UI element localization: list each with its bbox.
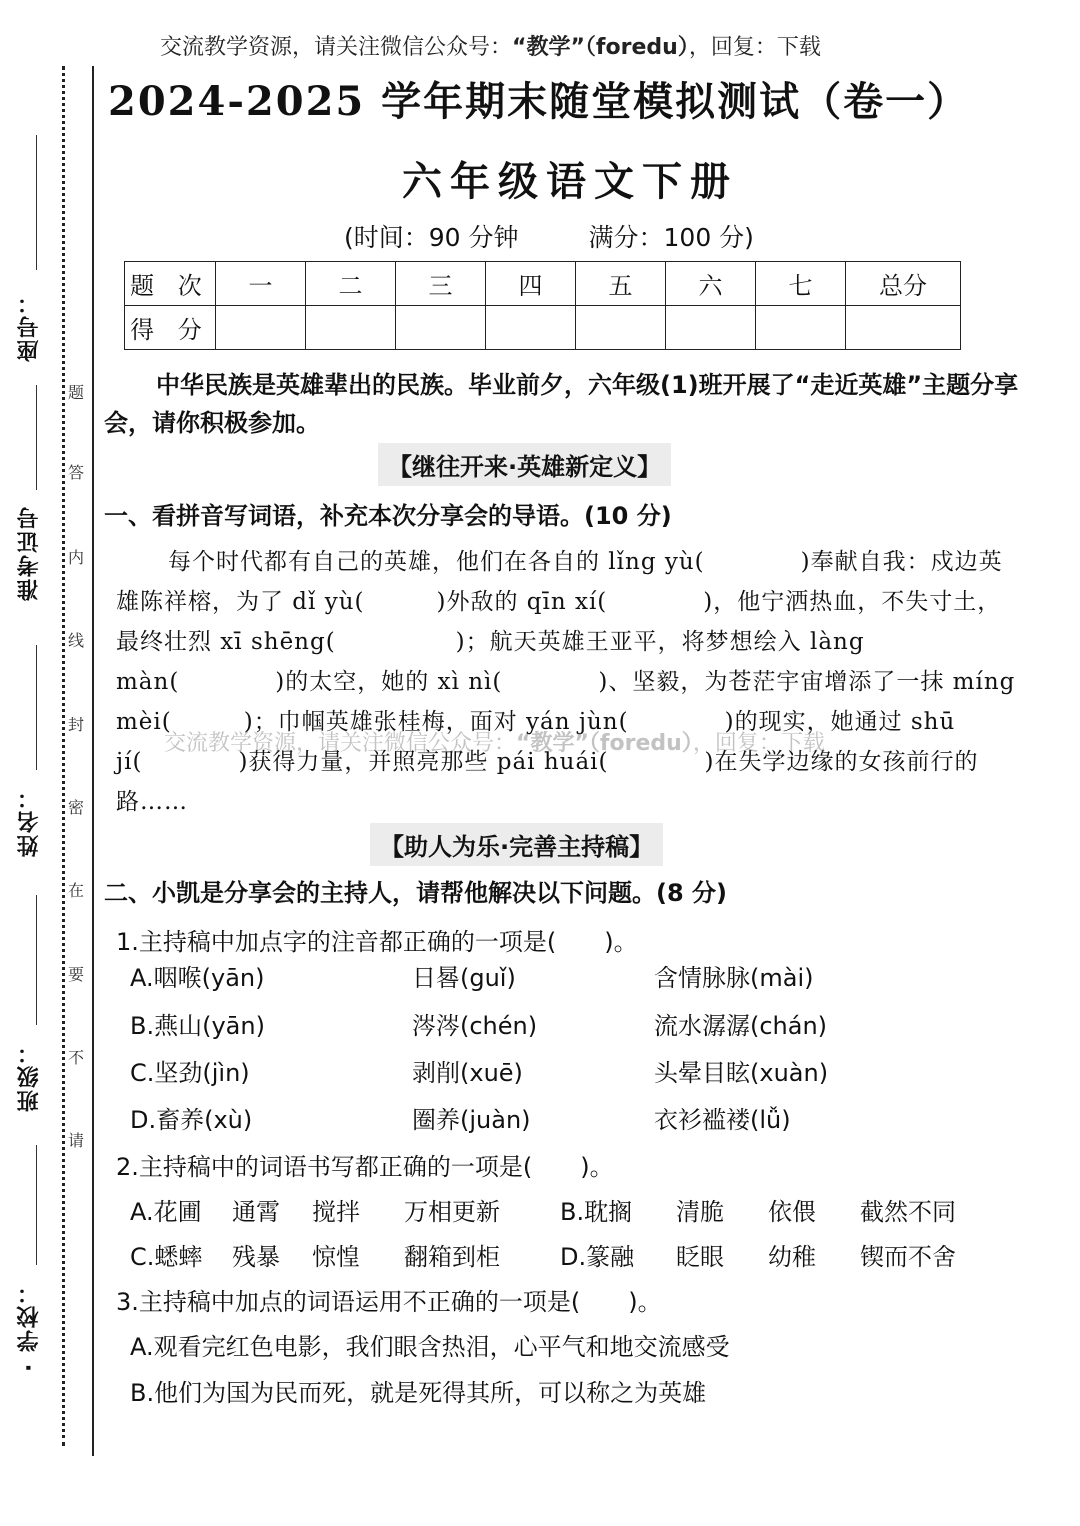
watermark-suffix: ，回复：下载 xyxy=(692,731,825,756)
exam-id-blank xyxy=(36,385,37,490)
seal-char: 封 xyxy=(68,715,85,734)
q2-option-word: 残暴 xyxy=(232,1243,280,1271)
section1-question: 一、看拼音写词语，补充本次分享会的导语。(10 分) xyxy=(104,502,672,530)
q2-option-word: 依偎 xyxy=(768,1198,816,1226)
name-label: 姓名： xyxy=(17,785,42,857)
banner-account: “教学”（foredu） xyxy=(512,35,689,60)
seal-char: 线 xyxy=(68,631,85,650)
q1-option-c-1: C.坚劲(jìn) xyxy=(130,1059,250,1087)
score-blank-cell[interactable] xyxy=(666,306,756,350)
q2-option-word: 惊惶 xyxy=(312,1243,360,1271)
q2-stem: 2.主持稿中的词语书写都正确的一项是( )。 xyxy=(116,1153,614,1181)
seal-char: 请 xyxy=(68,1131,85,1150)
q1-option-a-1: A.咽喉(yān) xyxy=(130,964,265,992)
q1-option-a-2: 日晷(guǐ) xyxy=(412,964,516,992)
seat-label: 座号： xyxy=(17,290,42,362)
score-blank-cell[interactable] xyxy=(216,306,306,350)
q2-option-word: 翻箱到柜 xyxy=(404,1243,500,1271)
class-blank xyxy=(36,895,37,1025)
q1-option-c-2: 剥削(xuē) xyxy=(412,1059,523,1087)
q2-option-word: 万相更新 xyxy=(404,1198,500,1226)
time-limit: (时间：90 分钟 xyxy=(344,223,519,252)
q2-option-word: 清脆 xyxy=(676,1198,724,1226)
full-score: 满分：100 分) xyxy=(588,223,754,252)
q1-option-d-2: 圈养(juàn) xyxy=(412,1106,531,1134)
score-blank-cell[interactable] xyxy=(846,306,961,350)
name-blank xyxy=(36,645,37,770)
margin-border-line xyxy=(92,66,94,1456)
q3-option-a: A.观看完红色电影，我们眼含热泪，心平气和地交流感受 xyxy=(130,1333,730,1361)
score-blank-cell[interactable] xyxy=(756,306,846,350)
q2-option-word: 锲而不舍 xyxy=(860,1243,956,1271)
section2-question: 二、小凯是分享会的主持人，请帮他解决以下问题。(8 分) xyxy=(104,879,727,907)
table-cell: 三 xyxy=(396,262,486,306)
watermark-account: “教学”（foredu） xyxy=(516,731,693,756)
q1-option-b-1: B.燕山(yān) xyxy=(130,1012,265,1040)
seal-char: 密 xyxy=(68,798,85,817)
banner-suffix: ，回复：下载 xyxy=(688,35,821,60)
q2-option-word: C.蟋蟀 xyxy=(130,1243,203,1271)
table-cell: 七 xyxy=(756,262,846,306)
exam-id-label: 准考证号 xyxy=(17,505,42,601)
q1-option-d-1: D.畜养(xù) xyxy=(130,1106,253,1134)
q2-option-word: 通霄 xyxy=(232,1198,280,1226)
q2-option-word: D.篆融 xyxy=(560,1243,635,1271)
school-blank xyxy=(36,1145,37,1265)
q2-option-word: 搅拌 xyxy=(312,1198,360,1226)
q2-option-word: B.耽搁 xyxy=(560,1198,633,1226)
q2-option-word: A.花圃 xyxy=(130,1198,202,1226)
table-cell: 得 分 xyxy=(125,306,216,350)
score-table-score-row xyxy=(125,306,961,350)
score-table xyxy=(124,261,961,350)
score-blank-cell[interactable] xyxy=(306,306,396,350)
table-cell: 总分 xyxy=(846,262,961,306)
seal-char: 要 xyxy=(68,965,85,984)
q3-option-b: B.他们为国为民而死，就是死得其所，可以称之为英雄 xyxy=(130,1379,707,1407)
table-cell: 五 xyxy=(576,262,666,306)
seal-char: 不 xyxy=(68,1048,85,1067)
score-table-header-row xyxy=(125,262,961,306)
section1-heading: 【继往开来·英雄新定义】 xyxy=(378,443,671,486)
q1-option-d-3: 衣衫褴褛(lǚ) xyxy=(654,1106,791,1134)
exam-meta xyxy=(344,218,754,254)
table-cell: 题 次 xyxy=(125,262,216,306)
q2-option-word: 幼稚 xyxy=(768,1243,816,1271)
score-blank-cell[interactable] xyxy=(486,306,576,350)
seal-char: 答 xyxy=(68,463,85,482)
q1-option-b-2: 涔涔(chén) xyxy=(412,1012,538,1040)
watermark xyxy=(164,726,825,757)
score-blank-cell[interactable] xyxy=(576,306,666,350)
table-cell: 四 xyxy=(486,262,576,306)
exam-title: 2024-2025 学年期末随堂模拟测试（卷一） xyxy=(108,78,970,125)
table-cell: 二 xyxy=(306,262,396,306)
q1-option-c-3: 头晕目眩(xuàn) xyxy=(654,1059,829,1087)
seal-char: 内 xyxy=(68,548,85,567)
q1-stem: 1.主持稿中加点字的注音都正确的一项是( )。 xyxy=(116,928,638,956)
q3-stem: 3.主持稿中加点的词语运用不正确的一项是( )。 xyxy=(116,1288,662,1316)
q2-option-word: 眨眼 xyxy=(676,1243,724,1271)
seal-char: 在 xyxy=(68,881,85,900)
seal-dotted-line xyxy=(62,66,65,1446)
q1-option-a-3: 含情脉脉(mài) xyxy=(654,964,814,992)
class-label: 班级： xyxy=(17,1040,42,1112)
table-cell: 六 xyxy=(666,262,756,306)
seal-char: 题 xyxy=(68,383,85,402)
exam-subtitle: 六年级语文下册 xyxy=(402,158,738,205)
top-banner xyxy=(160,30,821,61)
intro-paragraph: 中华民族是英雄辈出的民族。毕业前夕，六年级(1)班开展了“走近英雄”主题分享会，请你积极参加。 xyxy=(104,371,1019,437)
watermark-prefix: 交流教学资源，请关注微信公众号： xyxy=(164,731,517,756)
table-cell: 一 xyxy=(216,262,306,306)
q2-option-word: 截然不同 xyxy=(860,1198,956,1226)
banner-prefix: 交流教学资源，请关注微信公众号： xyxy=(160,35,513,60)
section1-passage: 每个时代都有自己的英雄，他们在各自的 lǐng yù( )奉献自我：戍边英雄陈祥榕，为了 dǐ yù( )外敌的 qīn xí( )，他宁洒热血，不失寸土，最终壮烈 xī shēng( )；航天英雄王亚平，将梦想绘入 làng màn( )的太空，她的 xì nì( )、坚毅，为苍茫宇宙增添了一抹 míng mèi( )；巾帼英雄张桂梅，面对 yán jùn( )的现实，她通过 shū jí( )获得力量，并照亮那些 pái huái( )在失学边缘的女孩前行的路…… xyxy=(116,549,1016,815)
score-blank-cell[interactable] xyxy=(396,306,486,350)
school-label: · 学校： xyxy=(17,1280,42,1373)
section2-heading: 【助人为乐·完善主持稿】 xyxy=(370,823,663,866)
q1-option-b-3: 流水潺潺(chán) xyxy=(654,1012,828,1040)
